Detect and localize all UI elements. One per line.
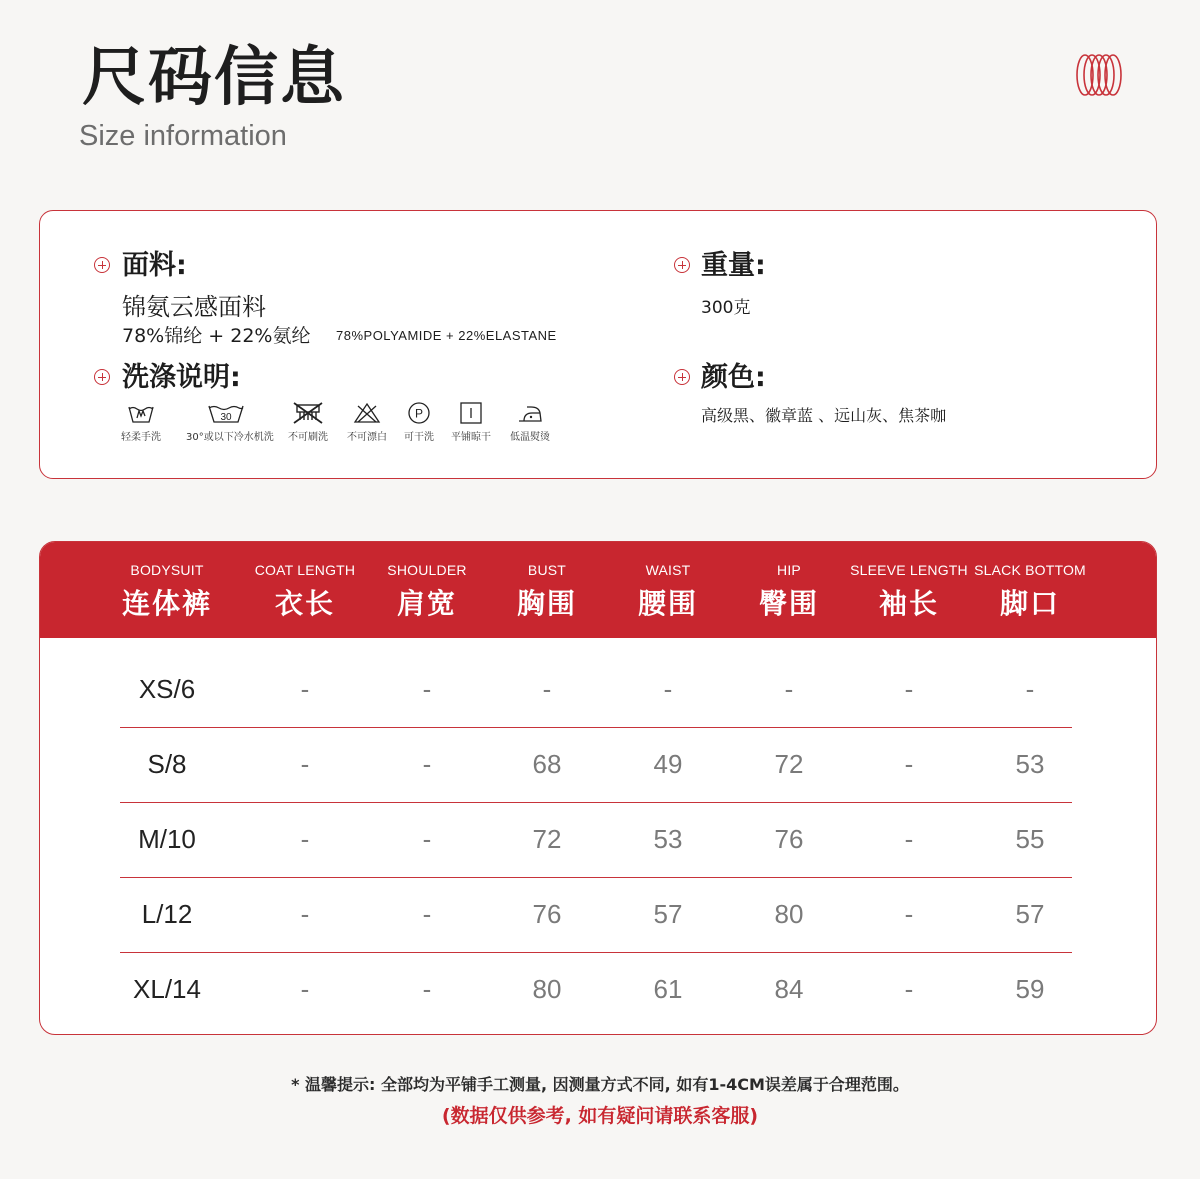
flat-dry-icon <box>458 401 484 425</box>
size-table <box>39 541 1157 1035</box>
table-cell: - <box>784 674 794 704</box>
wash-30-icon <box>206 401 246 425</box>
table-cell: - <box>422 899 432 929</box>
disclaimer: (数据仅供参考, 如有疑问请联系客服) <box>441 1105 759 1127</box>
table-cell: 55 <box>1015 824 1045 854</box>
table-cell: 72 <box>774 749 804 779</box>
column-header <box>598 542 738 622</box>
color-label: 颜色: <box>701 362 766 393</box>
plus-circle-icon <box>94 257 110 273</box>
color-value: 高级黑、徽章蓝 、远山灰、焦茶咖 <box>701 406 947 425</box>
table-cell: 57 <box>1015 899 1045 929</box>
table-cell: - <box>300 974 310 1004</box>
column-header <box>719 542 859 622</box>
column-header-en: SLEEVE LENGTH <box>850 562 968 578</box>
table-cell: - <box>300 899 310 929</box>
column-header-cn: 衣长 <box>274 587 335 620</box>
table-row <box>120 877 1072 953</box>
table-cell: 84 <box>774 974 804 1004</box>
care-caption: 不可漂白 <box>347 432 387 443</box>
column-header-en: SHOULDER <box>387 562 467 578</box>
plus-circle-icon <box>94 369 110 385</box>
table-cell: 68 <box>532 749 562 779</box>
care-caption: 平铺晾干 <box>451 432 491 443</box>
column-header-en: HIP <box>777 562 801 578</box>
table-cell: - <box>300 749 310 779</box>
fabric-name: 锦氨云感面料 <box>122 293 266 321</box>
table-cell: - <box>904 899 914 929</box>
fabric-composition-en: 78%POLYAMIDE + 22%ELASTANE <box>336 328 557 343</box>
care-caption: 可干洗 <box>404 432 434 443</box>
care-item-low-iron <box>490 401 570 443</box>
column-header-cn: 臀围 <box>758 587 819 620</box>
column-header-en: WAIST <box>645 562 691 578</box>
table-row <box>120 802 1072 878</box>
table-cell: - <box>663 674 673 704</box>
table-cell: 57 <box>653 899 683 929</box>
column-header-en: BODYSUIT <box>130 562 204 578</box>
column-header <box>477 542 617 622</box>
care-caption: 低温熨烫 <box>510 432 550 443</box>
care-caption: 不可刷洗 <box>288 432 328 443</box>
table-cell: - <box>422 674 432 704</box>
svg-text:30: 30 <box>220 412 232 423</box>
wash-label: 洗涤说明: <box>122 362 241 393</box>
weight-value: 300克 <box>701 298 751 318</box>
table-cell: 53 <box>653 824 683 854</box>
table-cell: 72 <box>532 824 562 854</box>
table-cell: - <box>904 974 914 1004</box>
column-header-cn: 胸围 <box>516 587 577 620</box>
rings-logo-icon <box>1074 52 1124 98</box>
table-cell: - <box>542 674 552 704</box>
table-cell: 76 <box>774 824 804 854</box>
svg-text:P: P <box>414 406 424 421</box>
table-header <box>40 542 1156 638</box>
care-item-wash-30 <box>186 401 274 443</box>
fabric-label: 面料: <box>122 250 187 281</box>
table-cell: 53 <box>1015 749 1045 779</box>
size-label: L/12 <box>141 899 193 929</box>
page-subtitle: Size information <box>79 120 287 152</box>
table-cell: - <box>904 824 914 854</box>
plus-circle-icon <box>674 369 690 385</box>
table-cell: 59 <box>1015 974 1045 1004</box>
table-cell: 80 <box>532 974 562 1004</box>
page-title: 尺码信息 <box>82 41 346 115</box>
column-header-cn: 腰围 <box>637 587 698 620</box>
dry-clean-icon <box>406 401 432 425</box>
column-header <box>97 542 237 622</box>
table-cell: 76 <box>532 899 562 929</box>
fabric-composition: 78%锦纶 + 22%氨纶 <box>122 325 311 347</box>
table-row <box>120 952 1072 1027</box>
table-row <box>120 652 1072 728</box>
care-caption: 30°或以下冷水机洗 <box>186 432 274 443</box>
table-cell: - <box>300 674 310 704</box>
column-header-en: BUST <box>527 562 567 578</box>
table-row <box>120 727 1072 803</box>
table-cell: - <box>422 749 432 779</box>
fabric-info-card <box>39 210 1157 479</box>
column-header-en: COAT LENGTH <box>254 562 356 578</box>
hand-wash-icon <box>126 401 156 425</box>
weight-label: 重量: <box>701 250 766 281</box>
column-header <box>235 542 375 622</box>
table-cell: 61 <box>653 974 683 1004</box>
table-cell: 49 <box>653 749 683 779</box>
low-iron-icon <box>515 401 545 425</box>
column-header-cn: 脚口 <box>999 587 1060 620</box>
table-cell: - <box>300 824 310 854</box>
column-header-cn: 连体裤 <box>121 587 212 620</box>
column-header-en: SLACK BOTTOM <box>974 562 1086 578</box>
column-header <box>839 542 979 622</box>
column-header-cn: 肩宽 <box>396 587 457 620</box>
size-label: S/8 <box>147 749 187 779</box>
size-label: XS/6 <box>138 674 196 704</box>
size-label: M/10 <box>138 824 196 854</box>
size-label: XL/14 <box>133 974 201 1004</box>
no-brush-icon <box>291 401 325 425</box>
table-cell: - <box>422 824 432 854</box>
table-cell: - <box>1025 674 1035 704</box>
plus-circle-icon <box>674 257 690 273</box>
measurement-tip: * 温馨提示: 全部均为平铺手工测量, 因测量方式不同, 如有1-4CM误差属于合理范围。 <box>291 1075 909 1094</box>
care-item-hand-wash <box>101 401 181 443</box>
care-caption: 轻柔手洗 <box>121 432 161 443</box>
column-header-cn: 袖长 <box>878 587 939 620</box>
table-cell: 80 <box>774 899 804 929</box>
table-cell: - <box>422 974 432 1004</box>
column-header <box>960 542 1100 622</box>
table-cell: - <box>904 674 914 704</box>
table-cell: - <box>904 749 914 779</box>
column-header <box>357 542 497 622</box>
no-bleach-icon <box>352 401 382 425</box>
